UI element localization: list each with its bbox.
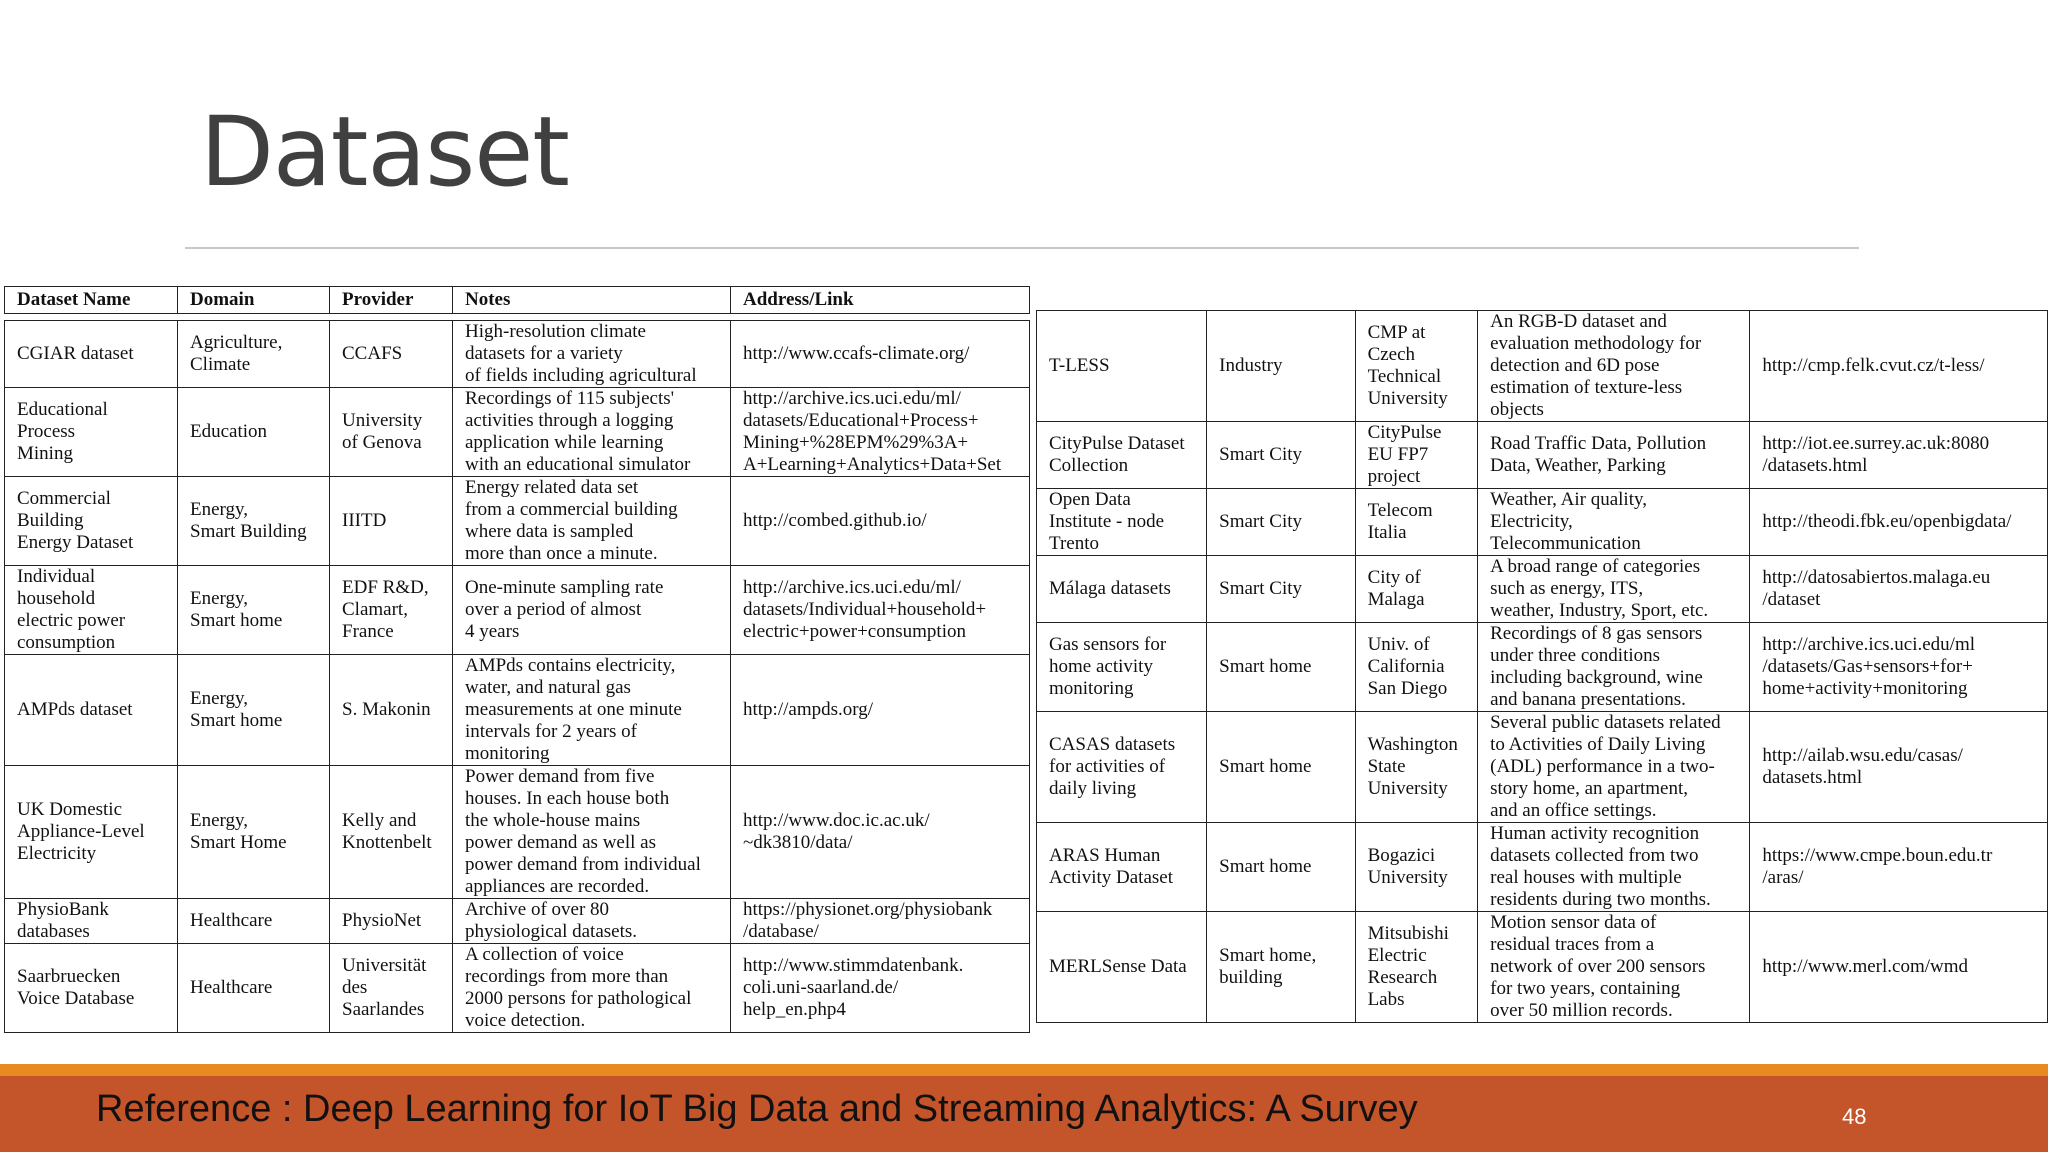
cell-link[interactable]: http://archive.ics.uci.edu/ml /datasets/Gas+sensors+for+ home+activity+monitoring: [1750, 623, 2048, 712]
table-row: [1037, 311, 2048, 422]
cell-notes: Road Traffic Data, Pollution Data, Weather, Parking: [1478, 422, 1750, 489]
table-row: [1037, 556, 2048, 623]
cell-provider: Universität des Saarlandes: [330, 944, 453, 1033]
cell-name: Educational Process Mining: [5, 388, 178, 477]
cell-notes: Motion sensor data of residual traces from a network of over 200 sensors for two years, containing over 50 million records.: [1478, 912, 1750, 1023]
cell-name: Saarbruecken Voice Database: [5, 944, 178, 1033]
table-row: [1037, 823, 2048, 912]
cell-name: MERLSense Data: [1037, 912, 1207, 1023]
header-domain: Domain: [178, 287, 330, 314]
cell-provider: IIITD: [330, 477, 453, 566]
cell-notes: One-minute sampling rate over a period of almost 4 years: [453, 566, 731, 655]
table-row: [5, 766, 1030, 899]
cell-name: ARAS Human Activity Dataset: [1037, 823, 1207, 912]
cell-link[interactable]: http://archive.ics.uci.edu/ml/ datasets/Educational+Process+ Mining+%28EPM%29%3A+ A+Learning+Analytics+Data+Set: [731, 388, 1030, 477]
cell-domain: Energy, Smart home: [178, 655, 330, 766]
cell-domain: Smart home: [1207, 623, 1355, 712]
cell-name: CASAS datasets for activities of daily living: [1037, 712, 1207, 823]
cell-domain: Energy, Smart Home: [178, 766, 330, 899]
table-row: [1037, 422, 2048, 489]
cell-provider: CMP at Czech Technical University: [1355, 311, 1478, 422]
header-provider: Provider: [330, 287, 453, 314]
page-number: 48: [1842, 1104, 1867, 1129]
header-address-link: Address/Link: [731, 287, 1030, 314]
table-row: [5, 388, 1030, 477]
cell-name: CGIAR dataset: [5, 321, 178, 388]
cell-domain: Energy, Smart home: [178, 566, 330, 655]
table-header-row: [5, 287, 1030, 314]
cell-name: Commercial Building Energy Dataset: [5, 477, 178, 566]
cell-domain: Energy, Smart Building: [178, 477, 330, 566]
cell-notes: Human activity recognition datasets collected from two real houses with multiple residents during two months.: [1478, 823, 1750, 912]
cell-domain: Smart City: [1207, 422, 1355, 489]
cell-provider: PhysioNet: [330, 899, 453, 944]
datasets-table-left: [4, 286, 1030, 1033]
cell-notes: Recordings of 115 subjects' activities through a logging application while learning with an educational simulator: [453, 388, 731, 477]
footer-accent-stripe: [0, 1064, 2048, 1076]
reference-text: Reference : Deep Learning for IoT Big Data and Streaming Analytics: A Survey: [96, 1088, 1418, 1130]
cell-notes: Energy related data set from a commercial building where data is sampled more than once a minute.: [453, 477, 731, 566]
cell-name: Individual household electric power consumption: [5, 566, 178, 655]
table-row: [1037, 489, 2048, 556]
cell-domain: Smart City: [1207, 489, 1355, 556]
cell-provider: Telecom Italia: [1355, 489, 1478, 556]
cell-notes: A broad range of categories such as energy, ITS, weather, Industry, Sport, etc.: [1478, 556, 1750, 623]
cell-notes: Several public datasets related to Activities of Daily Living (ADL) performance in a two- story home, an apartment, and an office settings.: [1478, 712, 1750, 823]
cell-provider: University of Genova: [330, 388, 453, 477]
cell-notes: High-resolution climate datasets for a variety of fields including agricultural: [453, 321, 731, 388]
cell-domain: Smart home: [1207, 712, 1355, 823]
cell-name: Gas sensors for home activity monitoring: [1037, 623, 1207, 712]
cell-provider: CityPulse EU FP7 project: [1355, 422, 1478, 489]
table-row: [1037, 623, 2048, 712]
cell-link[interactable]: http://cmp.felk.cvut.cz/t-less/: [1750, 311, 2048, 422]
cell-link[interactable]: http://ailab.wsu.edu/casas/ datasets.html: [1750, 712, 2048, 823]
table-row: [5, 899, 1030, 944]
cell-name: PhysioBank databases: [5, 899, 178, 944]
cell-link[interactable]: http://combed.github.io/: [731, 477, 1030, 566]
cell-notes: Recordings of 8 gas sensors under three conditions including background, wine and banana presentations.: [1478, 623, 1750, 712]
header-spacer: [5, 314, 1030, 321]
cell-link[interactable]: http://datosabiertos.malaga.eu /dataset: [1750, 556, 2048, 623]
cell-domain: Industry: [1207, 311, 1355, 422]
cell-link[interactable]: http://archive.ics.uci.edu/ml/ datasets/Individual+household+ electric+power+consumption: [731, 566, 1030, 655]
table-row: [5, 944, 1030, 1033]
cell-domain: Smart home: [1207, 823, 1355, 912]
cell-notes: AMPds contains electricity, water, and natural gas measurements at one minute intervals for 2 years of monitoring: [453, 655, 731, 766]
table-row: [5, 566, 1030, 655]
cell-provider: City of Malaga: [1355, 556, 1478, 623]
cell-link[interactable]: http://www.doc.ic.ac.uk/ ~dk3810/data/: [731, 766, 1030, 899]
table-row: [5, 655, 1030, 766]
slide-title: Dataset: [200, 96, 569, 208]
table-row: [5, 477, 1030, 566]
cell-provider: Univ. of California San Diego: [1355, 623, 1478, 712]
header-notes: Notes: [453, 287, 731, 314]
cell-domain: Smart home, building: [1207, 912, 1355, 1023]
table-row: [5, 321, 1030, 388]
table-row: [1037, 912, 2048, 1023]
cell-link[interactable]: http://iot.ee.surrey.ac.uk:8080 /datasets.html: [1750, 422, 2048, 489]
header-dataset-name: Dataset Name: [5, 287, 178, 314]
cell-link[interactable]: http://www.merl.com/wmd: [1750, 912, 2048, 1023]
cell-name: AMPds dataset: [5, 655, 178, 766]
cell-link[interactable]: https://www.cmpe.boun.edu.tr /aras/: [1750, 823, 2048, 912]
cell-name: T-LESS: [1037, 311, 1207, 422]
cell-notes: An RGB-D dataset and evaluation methodology for detection and 6D pose estimation of texture-less objects: [1478, 311, 1750, 422]
cell-provider: Mitsubishi Electric Research Labs: [1355, 912, 1478, 1023]
cell-name: CityPulse Dataset Collection: [1037, 422, 1207, 489]
cell-domain: Agriculture, Climate: [178, 321, 330, 388]
cell-notes: Archive of over 80 physiological datasets.: [453, 899, 731, 944]
datasets-table-right: [1036, 310, 2048, 1023]
cell-link[interactable]: http://ampds.org/: [731, 655, 1030, 766]
cell-provider: S. Makonin: [330, 655, 453, 766]
cell-provider: Washington State University: [1355, 712, 1478, 823]
title-divider: [185, 247, 1859, 249]
cell-provider: Kelly and Knottenbelt: [330, 766, 453, 899]
cell-domain: Smart City: [1207, 556, 1355, 623]
cell-name: UK Domestic Appliance-Level Electricity: [5, 766, 178, 899]
cell-provider: EDF R&D, Clamart, France: [330, 566, 453, 655]
cell-link[interactable]: http://www.stimmdatenbank. coli.uni-saarland.de/ help_en.php4: [731, 944, 1030, 1033]
cell-link[interactable]: http://theodi.fbk.eu/openbigdata/: [1750, 489, 2048, 556]
cell-link[interactable]: https://physionet.org/physiobank /database/: [731, 899, 1030, 944]
cell-notes: Power demand from five houses. In each house both the whole-house mains power demand as well as power demand from individual appliances are recorded.: [453, 766, 731, 899]
cell-domain: Education: [178, 388, 330, 477]
cell-provider: CCAFS: [330, 321, 453, 388]
cell-provider: Bogazici University: [1355, 823, 1478, 912]
cell-link[interactable]: http://www.ccafs-climate.org/: [731, 321, 1030, 388]
cell-name: Open Data Institute - node Trento: [1037, 489, 1207, 556]
cell-notes: Weather, Air quality, Electricity, Telecommunication: [1478, 489, 1750, 556]
table-row: [1037, 712, 2048, 823]
cell-name: Málaga datasets: [1037, 556, 1207, 623]
cell-notes: A collection of voice recordings from more than 2000 persons for pathological voice detection.: [453, 944, 731, 1033]
cell-domain: Healthcare: [178, 899, 330, 944]
cell-domain: Healthcare: [178, 944, 330, 1033]
